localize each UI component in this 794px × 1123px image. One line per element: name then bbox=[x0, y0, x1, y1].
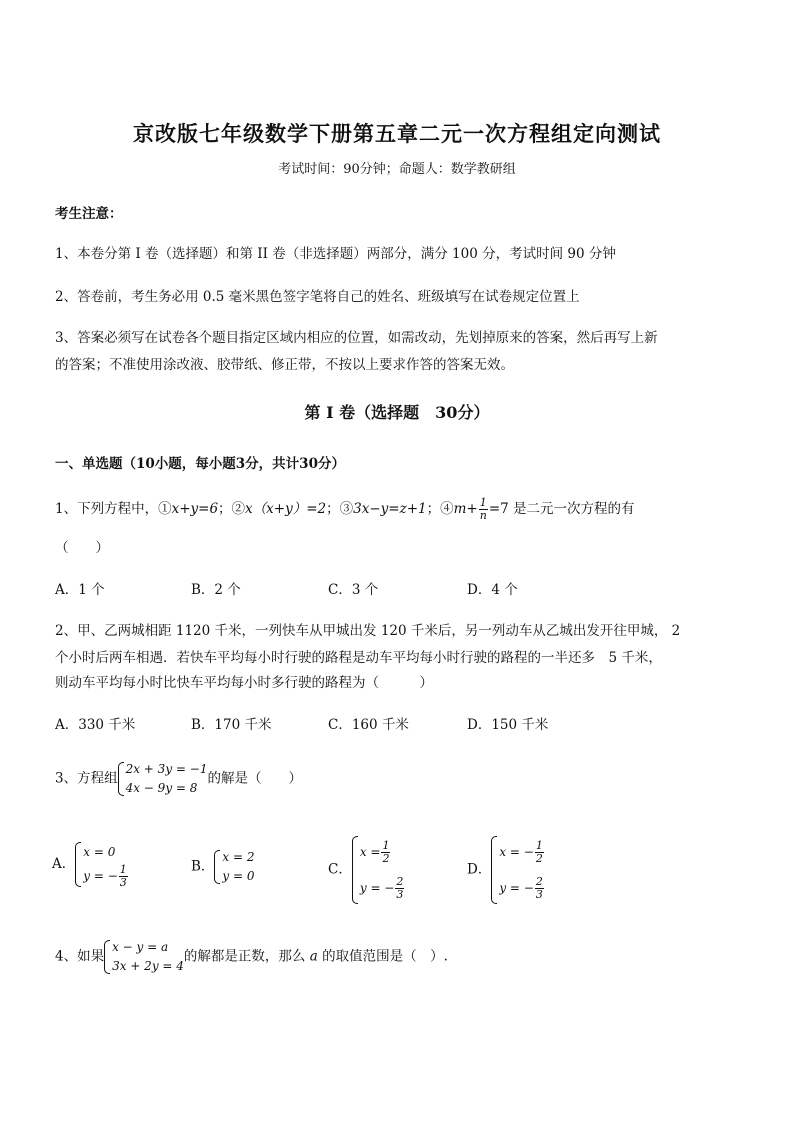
q3-a-den: 3 bbox=[119, 876, 127, 889]
q3-b-row-2: y = 0 bbox=[222, 869, 255, 883]
q3-c-den-2: 3 bbox=[396, 888, 404, 901]
q3-d-system bbox=[491, 834, 545, 906]
q2-option-d[interactable]: D．150 千米 bbox=[467, 717, 549, 733]
q3-c-row-2-left: y = − bbox=[359, 881, 395, 895]
q1-sep2: ；③ bbox=[326, 501, 354, 517]
q3-a-row-2 bbox=[83, 864, 129, 889]
q3-d-fraction-2 bbox=[535, 876, 544, 901]
q3-a-system bbox=[75, 840, 129, 889]
q4-equation-system bbox=[104, 938, 184, 976]
q3-a-row-1: x = 0 bbox=[83, 845, 116, 859]
q3-a-num: 1 bbox=[119, 863, 127, 876]
q3-d-row-2-left: y = − bbox=[499, 881, 534, 895]
q1-sep1: ；② bbox=[218, 501, 246, 517]
q1-option-c[interactable]: C．3 个 bbox=[328, 582, 379, 598]
q3-c-fraction-1 bbox=[381, 840, 390, 865]
q1-option-b[interactable]: B．2 个 bbox=[191, 582, 241, 598]
q3-d-row-1 bbox=[499, 834, 545, 870]
q1-frac-den: n bbox=[479, 509, 487, 522]
q3-c-fraction-2 bbox=[395, 876, 404, 901]
q3-d-row-2 bbox=[499, 870, 545, 906]
q3-option-c[interactable] bbox=[328, 834, 405, 906]
q3-c-den-1: 2 bbox=[382, 852, 390, 865]
q4-variable: a bbox=[309, 948, 318, 965]
q1-eq4a: m+ bbox=[453, 501, 478, 517]
q1-eq4b: =7 bbox=[488, 501, 509, 517]
q4-system-row-2: 3x + 2y = 4 bbox=[112, 959, 184, 973]
q1-eq3: 3x−y=z+1 bbox=[353, 501, 427, 517]
q3-option-d[interactable] bbox=[467, 834, 545, 906]
q3-c-row-1 bbox=[360, 834, 406, 870]
q3-d-num-1: 1 bbox=[535, 839, 543, 852]
q3-b-row-1: x = 2 bbox=[222, 850, 255, 864]
q3-suffix: 的解是（ ） bbox=[207, 770, 302, 787]
q4-prefix: 4、如果 bbox=[55, 948, 105, 965]
q3-option-a[interactable] bbox=[52, 840, 129, 889]
q3-d-den-1: 2 bbox=[535, 852, 543, 865]
q3-d-den-2: 3 bbox=[535, 888, 543, 901]
notice-item-3-line2: 的答案；不准使用涂改液、胶带纸、修正带，不按以上要求作答的答案无效。 bbox=[55, 357, 514, 373]
question-1-stem bbox=[55, 497, 635, 522]
q4-system-row-1: x − y = a bbox=[112, 940, 169, 954]
notice-item-3-line1: 3、答案必须写在试卷各个题目指定区域内相应的位置，如需改动，先划掉原来的答案，然后再写上新 bbox=[55, 330, 658, 346]
q1-sep3: ；④ bbox=[426, 501, 454, 517]
q2-line1: 2、甲、乙两城相距 1120 千米，一列快车从甲城出发 120 千米后，另一列动车从乙城出发开往甲城， 2 bbox=[55, 623, 681, 639]
notice-item-2: 2、答卷前，考生务必用 0.5 毫米黑色签字笔将自己的姓名、班级填写在试卷规定位置上 bbox=[55, 289, 580, 305]
q2-option-b[interactable]: B．170 千米 bbox=[191, 717, 272, 733]
q3-d-num-2: 2 bbox=[535, 875, 543, 888]
exam-info: 考试时间：90分钟；命题人：数学教研组 bbox=[278, 162, 516, 177]
q3-b-label: B． bbox=[191, 858, 215, 875]
q3-option-b[interactable] bbox=[191, 848, 255, 886]
q3-system-row-2: 4x − 9y = 8 bbox=[125, 781, 198, 795]
q2-line2: 个小时后两车相遇．若快车平均每小时行驶的路程是动车平均每小时行驶的路程的一半还多 5 千米， bbox=[55, 650, 662, 666]
q3-c-num-2: 2 bbox=[396, 875, 404, 888]
q1-suffix: 是二元一次方程的有 bbox=[508, 501, 635, 517]
q3-equation-system bbox=[118, 760, 208, 798]
question-3-stem bbox=[55, 760, 302, 798]
q1-frac-num: 1 bbox=[479, 496, 487, 509]
q1-answer-blank: （ ） bbox=[55, 540, 109, 556]
q3-prefix: 3、方程组 bbox=[55, 770, 118, 787]
q3-c-label: C． bbox=[328, 861, 352, 878]
q1-eq1: x+y=6 bbox=[171, 501, 219, 517]
q3-c-num-1: 1 bbox=[382, 839, 390, 852]
q3-c-row-1-left: x = bbox=[359, 845, 381, 859]
part1-heading: 一、单选题（10小题，每小题3分，共计30分） bbox=[55, 456, 345, 472]
q4-suffix-b: 的取值范围是（ ）. bbox=[317, 948, 448, 965]
q3-c-row-2 bbox=[360, 870, 406, 906]
q3-d-fraction-1 bbox=[535, 840, 544, 865]
notice-heading: 考生注意： bbox=[55, 206, 123, 222]
section-heading: 第 I 卷（选择题 30分） bbox=[304, 403, 490, 422]
q3-system-row-1: 2x + 3y = −1 bbox=[125, 762, 208, 776]
question-4-stem bbox=[55, 938, 448, 976]
q3-a-row-2-left: y = − bbox=[83, 869, 118, 883]
notice-item-1: 1、本卷分第 I 卷（选择题）和第 II 卷（非选择题）两部分，满分 100 分，考试时间 90 分钟 bbox=[55, 246, 616, 262]
q2-option-c[interactable]: C．160 千米 bbox=[328, 717, 409, 733]
q2-option-a[interactable]: A．330 千米 bbox=[55, 717, 136, 733]
q2-line3: 则动车平均每小时比快车平均每小时多行驶的路程为（ ） bbox=[55, 675, 433, 691]
q3-d-row-1-left: x = − bbox=[499, 845, 534, 859]
q3-b-system bbox=[214, 848, 254, 886]
q3-c-system bbox=[352, 834, 406, 906]
q3-a-fraction bbox=[119, 864, 128, 889]
q4-suffix-a: 的解都是正数，那么 bbox=[183, 948, 310, 965]
q1-prefix: 1、下列方程中，① bbox=[55, 501, 172, 517]
q1-fraction bbox=[479, 497, 488, 522]
page-title: 京改版七年级数学下册第五章二元一次方程组定向测试 bbox=[133, 121, 661, 146]
q3-a-label: A． bbox=[52, 856, 76, 872]
q1-option-a[interactable]: A．1 个 bbox=[55, 582, 105, 598]
q3-d-label: D． bbox=[467, 861, 492, 878]
q1-option-d[interactable]: D．4 个 bbox=[467, 582, 518, 598]
q1-eq2: x（x+y）=2 bbox=[245, 501, 327, 517]
